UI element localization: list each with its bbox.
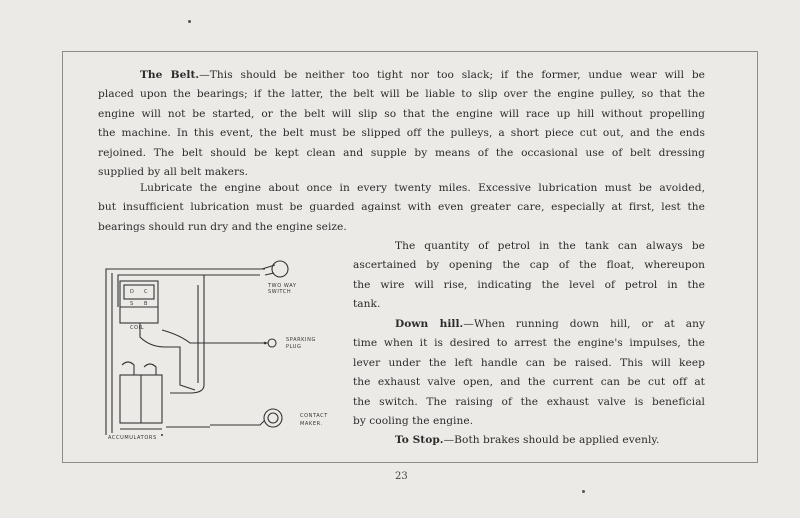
belt-line-4: the machine. In this event, the belt must be slipped off the pulleys, a short piece cut out, and the ends	[98, 127, 705, 140]
coil-mark-b: B	[144, 301, 149, 307]
switch-label-line-1: TWO WAY	[268, 283, 297, 289]
belt-heading: The Belt.	[140, 69, 200, 81]
contact-label-line-1: CONTACT	[300, 413, 328, 419]
plug-label-line-1: SPARKING	[286, 337, 316, 343]
scan-speck	[188, 20, 191, 23]
lubricate-line-1: Lubricate the engine about once in every twenty miles. Excessive lubrication must be avoided,	[140, 182, 705, 194]
ignition-wiring-diagram	[100, 255, 350, 445]
belt-line-1: The Belt.—This should be neither too tight nor too slack; if the former, undue wear will be	[140, 69, 705, 81]
stop-heading: To Stop.	[395, 434, 444, 446]
lubricate-paragraph	[98, 179, 705, 237]
coil-label: COIL	[130, 325, 145, 331]
coil-mark-s: S	[130, 301, 134, 307]
page-number: 23	[395, 471, 408, 482]
coil-mark-d: D	[130, 289, 135, 295]
downhill-line-3: lever under the left handle can be raised. This will keep	[353, 356, 705, 369]
petrol-line-2: ascertained by opening the cap of the float, whereupon	[353, 259, 705, 272]
downhill-line-4: the exhaust valve open, and the current can be cut off at	[353, 376, 705, 389]
belt-line-6: supplied by all belt makers.	[98, 166, 248, 179]
belt-line-5: rejoined. The belt should be kept clean and supple by means of the occasional use of belt dressing	[98, 146, 705, 159]
belt-paragraph	[98, 66, 705, 182]
downhill-line-1: Down hill.—When running down hill, or at any	[395, 318, 706, 330]
stop-line: To Stop.—Both brakes should be applied evenly.	[395, 434, 660, 446]
stop-paragraph	[353, 431, 705, 450]
petrol-line-3: the wire will rise, indicating the level of petrol in the	[353, 278, 705, 291]
switch-label-line-2: SWITCH	[268, 289, 292, 295]
lubricate-line-2: but insufficient lubrication must be guarded against with even greater care, especially at first, lest the	[98, 201, 705, 214]
plug-label-line-2: PLUG	[286, 344, 302, 350]
downhill-line-5: the switch. The raising of the exhaust valve is beneficial	[353, 395, 705, 408]
belt-line-2: placed upon the bearings; if the latter, the belt will be liable to slip over the engine pulley, so that the	[98, 88, 705, 101]
coil-mark-c: C	[144, 289, 149, 295]
petrol-line-1: The quantity of petrol in the tank can always be	[395, 240, 705, 252]
lubricate-line-3: bearings should run dry and the engine seize.	[98, 220, 347, 233]
petrol-paragraph	[353, 237, 705, 315]
accumulators-label: ACCUMULATORS	[108, 435, 157, 441]
downhill-line-2: time when it is desired to arrest the engine's impulses, the	[353, 337, 705, 350]
downhill-line-6: by cooling the engine.	[353, 415, 474, 428]
scan-speck	[582, 490, 585, 493]
downhill-paragraph	[353, 315, 705, 431]
downhill-heading: Down hill.	[395, 318, 464, 330]
petrol-line-4: tank.	[353, 298, 381, 311]
belt-line-3: engine will not be started, or the belt will slip so that the engine will race up hill without propelling	[98, 107, 705, 120]
contact-label-line-2: MAKER.	[300, 421, 323, 427]
